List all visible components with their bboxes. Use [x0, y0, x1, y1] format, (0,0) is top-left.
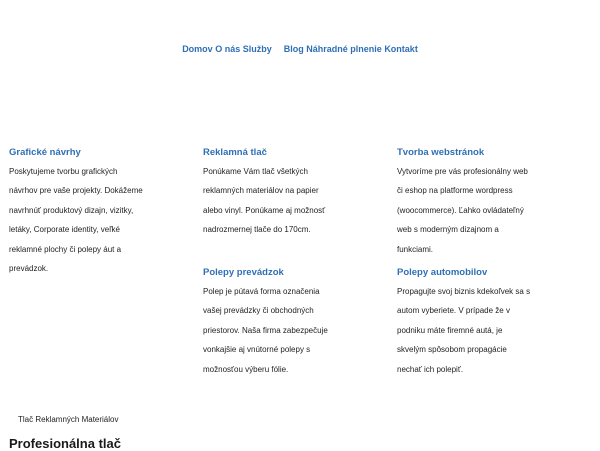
- tlac-reklamnych-materialov-link[interactable]: Tlač Reklamných Materiálov: [18, 415, 119, 424]
- service-description: Polep je pútavá forma označenia vašej prevádzky či obchodných priestorov. Naša firma zabezpečuje vonkajšie aj vnútorné polepy s možnosťou výberu fólie.: [203, 287, 328, 374]
- service-description: Ponúkame Vám tlač všetkých reklamných materiálov na papier alebo vinyl. Ponúkame aj možnosť nadrozmernej tlače do 170cm.: [203, 167, 326, 235]
- service-polepy-prevadzok: [203, 266, 383, 379]
- service-title: Polepy prevádzok: [203, 267, 284, 278]
- service-polepy-automobilov: [397, 266, 577, 379]
- nav-link-sluzby[interactable]: Služby: [242, 44, 272, 54]
- main-nav: [0, 44, 600, 54]
- nav-link-nahradne-plnenie[interactable]: Náhradné plnenie: [306, 44, 382, 54]
- service-title: Grafické návrhy: [9, 147, 81, 158]
- nav-link-blog[interactable]: Blog: [283, 44, 304, 54]
- service-title: Polepy automobilov: [397, 267, 488, 278]
- nav-link-domov[interactable]: Domov: [182, 44, 213, 54]
- service-title: Reklamná tlač: [203, 147, 267, 158]
- service-tvorba-webstranok: [397, 146, 577, 259]
- service-description: Vytvoríme pre vás profesionálny web či eshop na platforme wordpress (woocommerce). Ľahko ovládateľný web s moderným dizajnom a funkciami.: [397, 167, 528, 254]
- nav-link-kontakt[interactable]: Kontakt: [384, 44, 418, 54]
- service-graficke-navrhy: [9, 146, 189, 278]
- service-description: Propagujte svoj biznis kdekoľvek sa s autom vyberiete. V prípade že v podniku máte firemné autá, je skvelým spôsobom propagácie nechať ich polepiť.: [397, 287, 531, 374]
- nav-link-o-nas[interactable]: O nás: [215, 44, 241, 54]
- service-reklamna-tlac: [203, 146, 383, 240]
- service-description: Poskytujeme tvorbu grafických návrhov pre vaše projekty. Dokážeme navrhnúť produktový dizajn, vizitky, letáky, Corporate identity, veľké reklamné plochy či polepy áut a prevádzok.: [9, 167, 143, 274]
- service-title: Tvorba webstránok: [397, 147, 485, 158]
- section-title: Profesionálna tlač: [9, 436, 121, 451]
